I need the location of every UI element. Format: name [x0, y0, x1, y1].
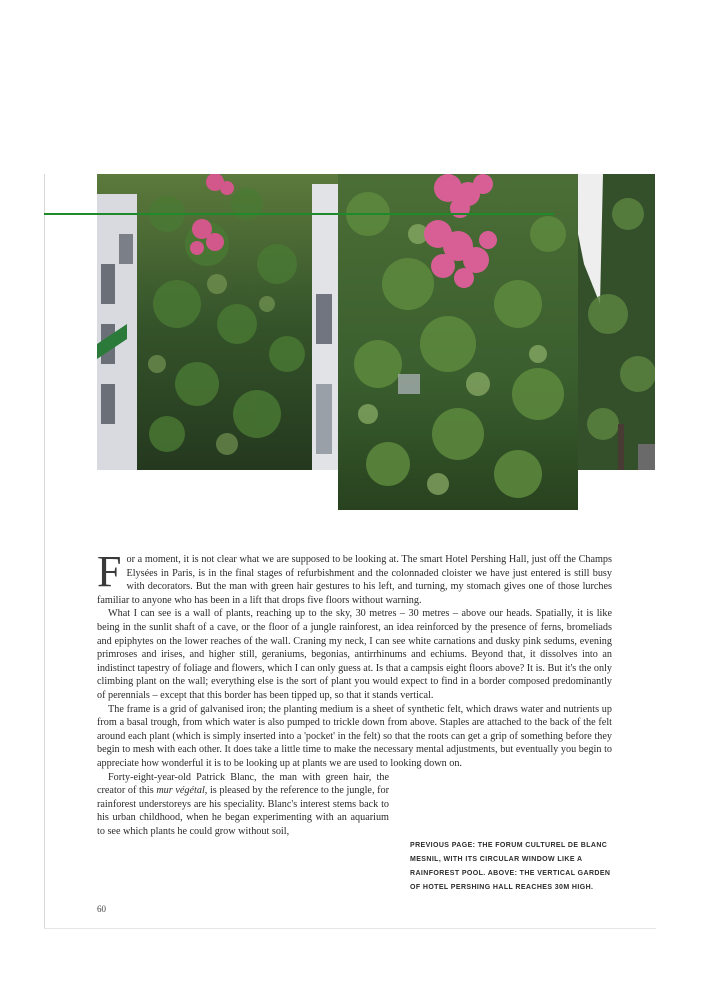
photo-courtyard-left	[97, 174, 338, 470]
photo-side-strip	[578, 174, 655, 470]
article-body	[97, 547, 612, 838]
photo-caption: PREVIOUS PAGE: THE FORUM CULTUREL DE BLANC MESNIL, WITH ITS CIRCULAR WINDOW LIKE A RAINFOREST POOL. ABOVE: THE VERTICAL GARDEN OF HOTEL PERSHING HALL REACHES 30M HIGH.	[410, 842, 611, 891]
article-paragraph: For a moment, it is not clear what we are supposed to be looking at. The smart Hotel Pershing Hall, just off the Champs Elysées in Paris, is in the final stages of refurbishment and the colonnaded cloister we have just entered is still busy with decorators. But the man with green hair gestures to his left, and turning, my stomach gives one of those lurches familiar to anyone who has been in a lift that drops five floors without warning.	[97, 547, 612, 606]
article-paragraph: Forty-eight-year-old Patrick Blanc, the man with green hair, the creator of this mur végétal, is pleased by the reference to the jungle, for rainforest understoreys are his speciality. Blanc's interest stems back to his urban childhood, when he began experimenting with an aquarium to see which plants he could grow without soil,	[97, 771, 389, 837]
page-number: 60	[97, 904, 106, 914]
photo-vertical-garden	[338, 174, 578, 510]
article-paragraph: The frame is a grid of galvanised iron; the planting medium is a sheet of synthetic felt, which draws water and nutrients up from a basal trough, from which water is also pumped to trickle down from above. Staples are attached to the back of the felt around each plant (which is simply inserted into a 'pocket' in the felt) so that the roots can get a grip of something before they begin to mesh with each other. It does take a little time to make the necessary mental adjustments, but eventually you begin to appreciate how wonderful it is to be looking up at plants we are used to looking down on.	[97, 703, 612, 769]
green-rule	[44, 213, 554, 215]
drop-cap: F	[97, 547, 122, 596]
article-paragraph: What I can see is a wall of plants, reaching up to the sky, 30 metres – 30 metres – above our heads. Spatially, it is like being in the sunlit shaft of a cave, or the floor of a jungle rainforest, an idea reinforced by the presence of ferns, bromeliads and epiphytes on the lower reaches of the wall. Craning my neck, I can see white carnations and dusky pink sedums, evening primroses and irises, and higher still, geraniums, begonias, antirrhinums and echiums. Beyond that, it dissolves into an indistinct tapestry of foliage and flowers, which I can only guess at. Is that a campsis eight floors above? It is. But it's the only climbing plant on the wall; everything else is the sort of plant you would expect to find in a border composed predominantly of perennials – except that this border has been tipped up, so that it stands vertical.	[97, 608, 612, 701]
